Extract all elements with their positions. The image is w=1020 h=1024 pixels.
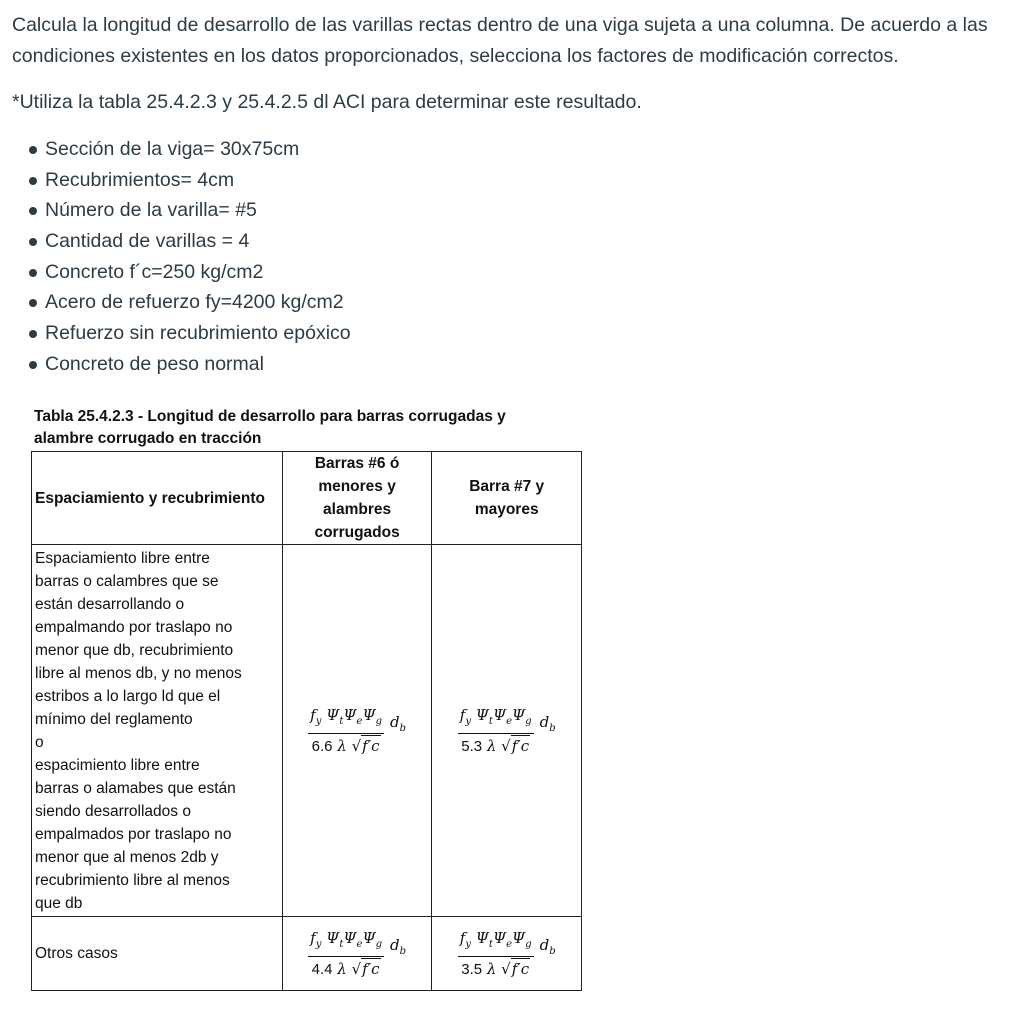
list-item-text: Cantidad de varillas = 4 bbox=[45, 230, 250, 253]
row1-formula-large bbox=[432, 545, 582, 917]
list-item bbox=[12, 195, 351, 226]
formula: $\frac{f_y \Psi_t\Psi_e\Psi_g}{4.4 \lambda √f'c}$ $d_b$ bbox=[310, 929, 407, 978]
data-list bbox=[12, 134, 351, 380]
bullet-icon bbox=[29, 177, 37, 185]
list-item bbox=[12, 257, 351, 288]
list-item-text: Concreto f´c=250 kg/cm2 bbox=[45, 260, 264, 283]
list-item-text: Refuerzo sin recubrimiento epóxico bbox=[45, 322, 351, 345]
bullet-icon bbox=[29, 361, 37, 369]
row1-condition: Espaciamiento libre entre barras o calambres que se están desarrollando o empalmando por traslapo no menor que db, recubrimiento libre al menos db, y no menos estribos a lo largo ld que el mínimo del reglamento o espacimiento libre entre barras o alamabes que están siendo desarrollados o empalmados por traslapo no menor que al menos 2db y recubrimiento libre al menos que db bbox=[32, 545, 283, 917]
formula-coefficient: 6.6 bbox=[311, 738, 333, 755]
row2-formula-large bbox=[432, 917, 582, 991]
table-title: Tabla 25.4.2.3 - Longitud de desarrollo para barras corrugadas y alambre corrugado en tracción bbox=[34, 408, 506, 447]
list-item bbox=[12, 287, 351, 318]
question-intro: Calcula la longitud de desarrollo de las varillas rectas dentro de una viga sujeta a una columna. De acuerdo a las condiciones existentes en los datos proporcionados, selecciona los factores de modificación correctos. bbox=[12, 14, 988, 67]
formula-coefficient: 3.5 bbox=[461, 961, 483, 978]
bullet-icon bbox=[29, 146, 37, 154]
list-item bbox=[12, 134, 351, 165]
bullet-icon bbox=[29, 238, 37, 246]
list-item bbox=[12, 226, 351, 257]
list-item-text: Concreto de peso normal bbox=[45, 352, 264, 375]
bullet-icon bbox=[29, 299, 37, 307]
row2-condition: Otros casos bbox=[32, 917, 283, 991]
bullet-icon bbox=[29, 207, 37, 215]
bullet-icon bbox=[29, 269, 37, 277]
list-item bbox=[12, 318, 351, 349]
table-row bbox=[32, 545, 582, 917]
table-row bbox=[32, 917, 582, 991]
list-item-text: Sección de la viga= 30x75cm bbox=[45, 138, 300, 160]
formula: $\frac{f_y \Psi_t\Psi_e\Psi_g}{3.5 \lambda √f'c}$ $d_b$ bbox=[459, 929, 556, 978]
question-note: *Utiliza la tabla 25.4.2.3 y 25.4.2.5 dl ACI para determinar este resultado. bbox=[12, 91, 642, 113]
development-length-table bbox=[31, 451, 582, 991]
header-spacing-cover: Espaciamiento y recubrimiento bbox=[32, 452, 283, 545]
row2-formula-small bbox=[282, 917, 432, 991]
list-item bbox=[12, 165, 351, 196]
header-large-bars: Barra #7 y mayores bbox=[432, 452, 582, 545]
header-small-bars: Barras #6 ó menores y alambres corrugados bbox=[282, 452, 432, 545]
row1-formula-small bbox=[282, 545, 432, 917]
formula-coefficient: 4.4 bbox=[311, 961, 333, 978]
bullet-icon bbox=[29, 330, 37, 338]
formula: $\frac{f_y \Psi_t\Psi_e\Psi_g}{5.3 \lambda √f'c}$ $d_b$ bbox=[459, 706, 556, 755]
list-item-text: Recubrimientos= 4cm bbox=[45, 168, 235, 191]
formula: $\frac{f_y \Psi_t\Psi_e\Psi_g}{6.6 \lambda √f'c}$ $d_b$ bbox=[310, 706, 407, 755]
list-item-text: Acero de refuerzo fy=4200 kg/cm2 bbox=[45, 291, 344, 314]
table-header-row bbox=[32, 452, 582, 545]
formula-coefficient: 5.3 bbox=[461, 738, 483, 755]
list-item bbox=[12, 349, 351, 380]
list-item-text: Número de la varilla= #5 bbox=[45, 199, 257, 222]
